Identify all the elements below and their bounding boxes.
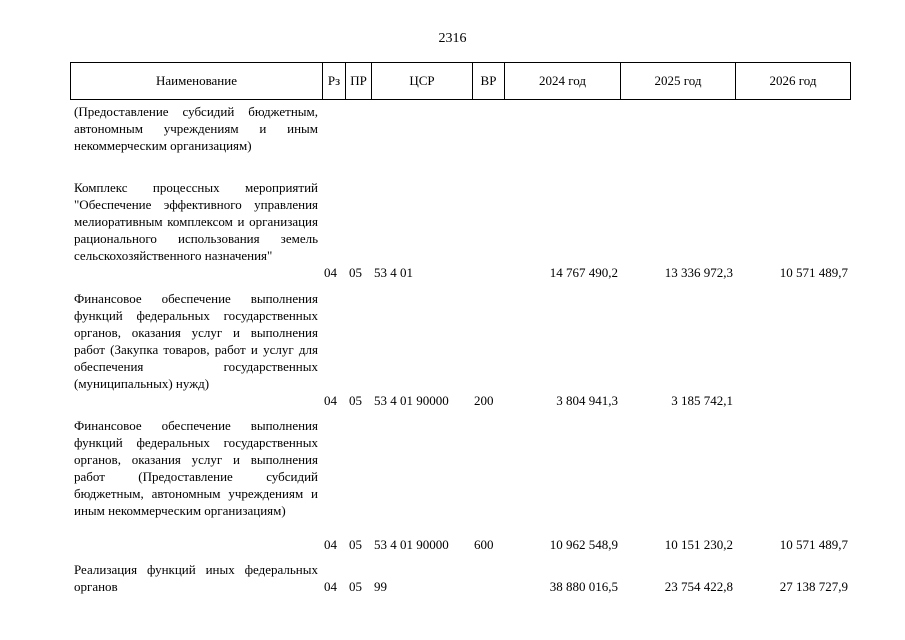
row-rz: 04 (324, 393, 337, 408)
row-2025: 23 754 422,8 (664, 579, 733, 594)
row-csr: 53 4 01 90000 (374, 393, 449, 408)
row-2024: 10 962 548,9 (549, 537, 618, 552)
row-csr: 53 4 01 90000 (374, 537, 449, 552)
row-2026: 10 571 489,7 (779, 537, 848, 552)
row-name: Комплекс процессных мероприятий "Обеспечение эффективного управления мелиоративным комплексом и организация рационального использования земель сельскохозяйственного назначения" (74, 180, 318, 263)
row-2025: 3 185 742,1 (671, 393, 733, 408)
row-rz: 04 (324, 537, 337, 552)
row-pr: 05 (349, 265, 362, 280)
row-2024: 38 880 016,5 (549, 579, 618, 594)
row-vr: 600 (474, 537, 494, 552)
header-rz: Рз (322, 63, 345, 99)
row-csr: 53 4 01 (374, 265, 413, 280)
row-name: Финансовое обеспечение выполнения функций федеральных государственных органов, оказания услуг и выполнения работ (Предоставление субсидий бюджетным, автономным учреждениям и иным некоммерческим организациям) (74, 418, 318, 518)
header-pr: ПР (345, 63, 371, 99)
header-vr: ВР (472, 63, 504, 99)
row-pr: 05 (349, 393, 362, 408)
row-2026: 27 138 727,9 (779, 579, 848, 594)
row-pr: 05 (349, 579, 362, 594)
header-2026: 2026 год (735, 63, 850, 99)
header-2025: 2025 год (620, 63, 735, 99)
header-csr: ЦСР (371, 63, 472, 99)
row-2025: 10 151 230,2 (664, 537, 733, 552)
row-2025: 13 336 972,3 (664, 265, 733, 280)
row-name: (Предоставление субсидий бюджетным, автономным учреждениям и иным некоммерческим организациям) (74, 104, 318, 153)
page-number: 2316 (438, 31, 467, 46)
row-rz: 04 (324, 579, 337, 594)
row-2024: 3 804 941,3 (556, 393, 618, 408)
header-2024: 2024 год (504, 63, 620, 99)
row-vr: 200 (474, 393, 494, 408)
table-header (70, 62, 851, 100)
row-pr: 05 (349, 537, 362, 552)
row-csr: 99 (374, 579, 387, 594)
row-2024: 14 767 490,2 (549, 265, 618, 280)
row-rz: 04 (324, 265, 337, 280)
header-name: Наименование (156, 73, 237, 88)
row-2026: 10 571 489,7 (779, 265, 848, 280)
row-name: Финансовое обеспечение выполнения функций федеральных государственных органов, оказания услуг и выполнения работ (Закупка товаров, работ и услуг для обеспечения государственных (муниципальных) нужд) (74, 291, 318, 391)
row-name: Реализация функций иных федеральных органов (74, 562, 318, 594)
